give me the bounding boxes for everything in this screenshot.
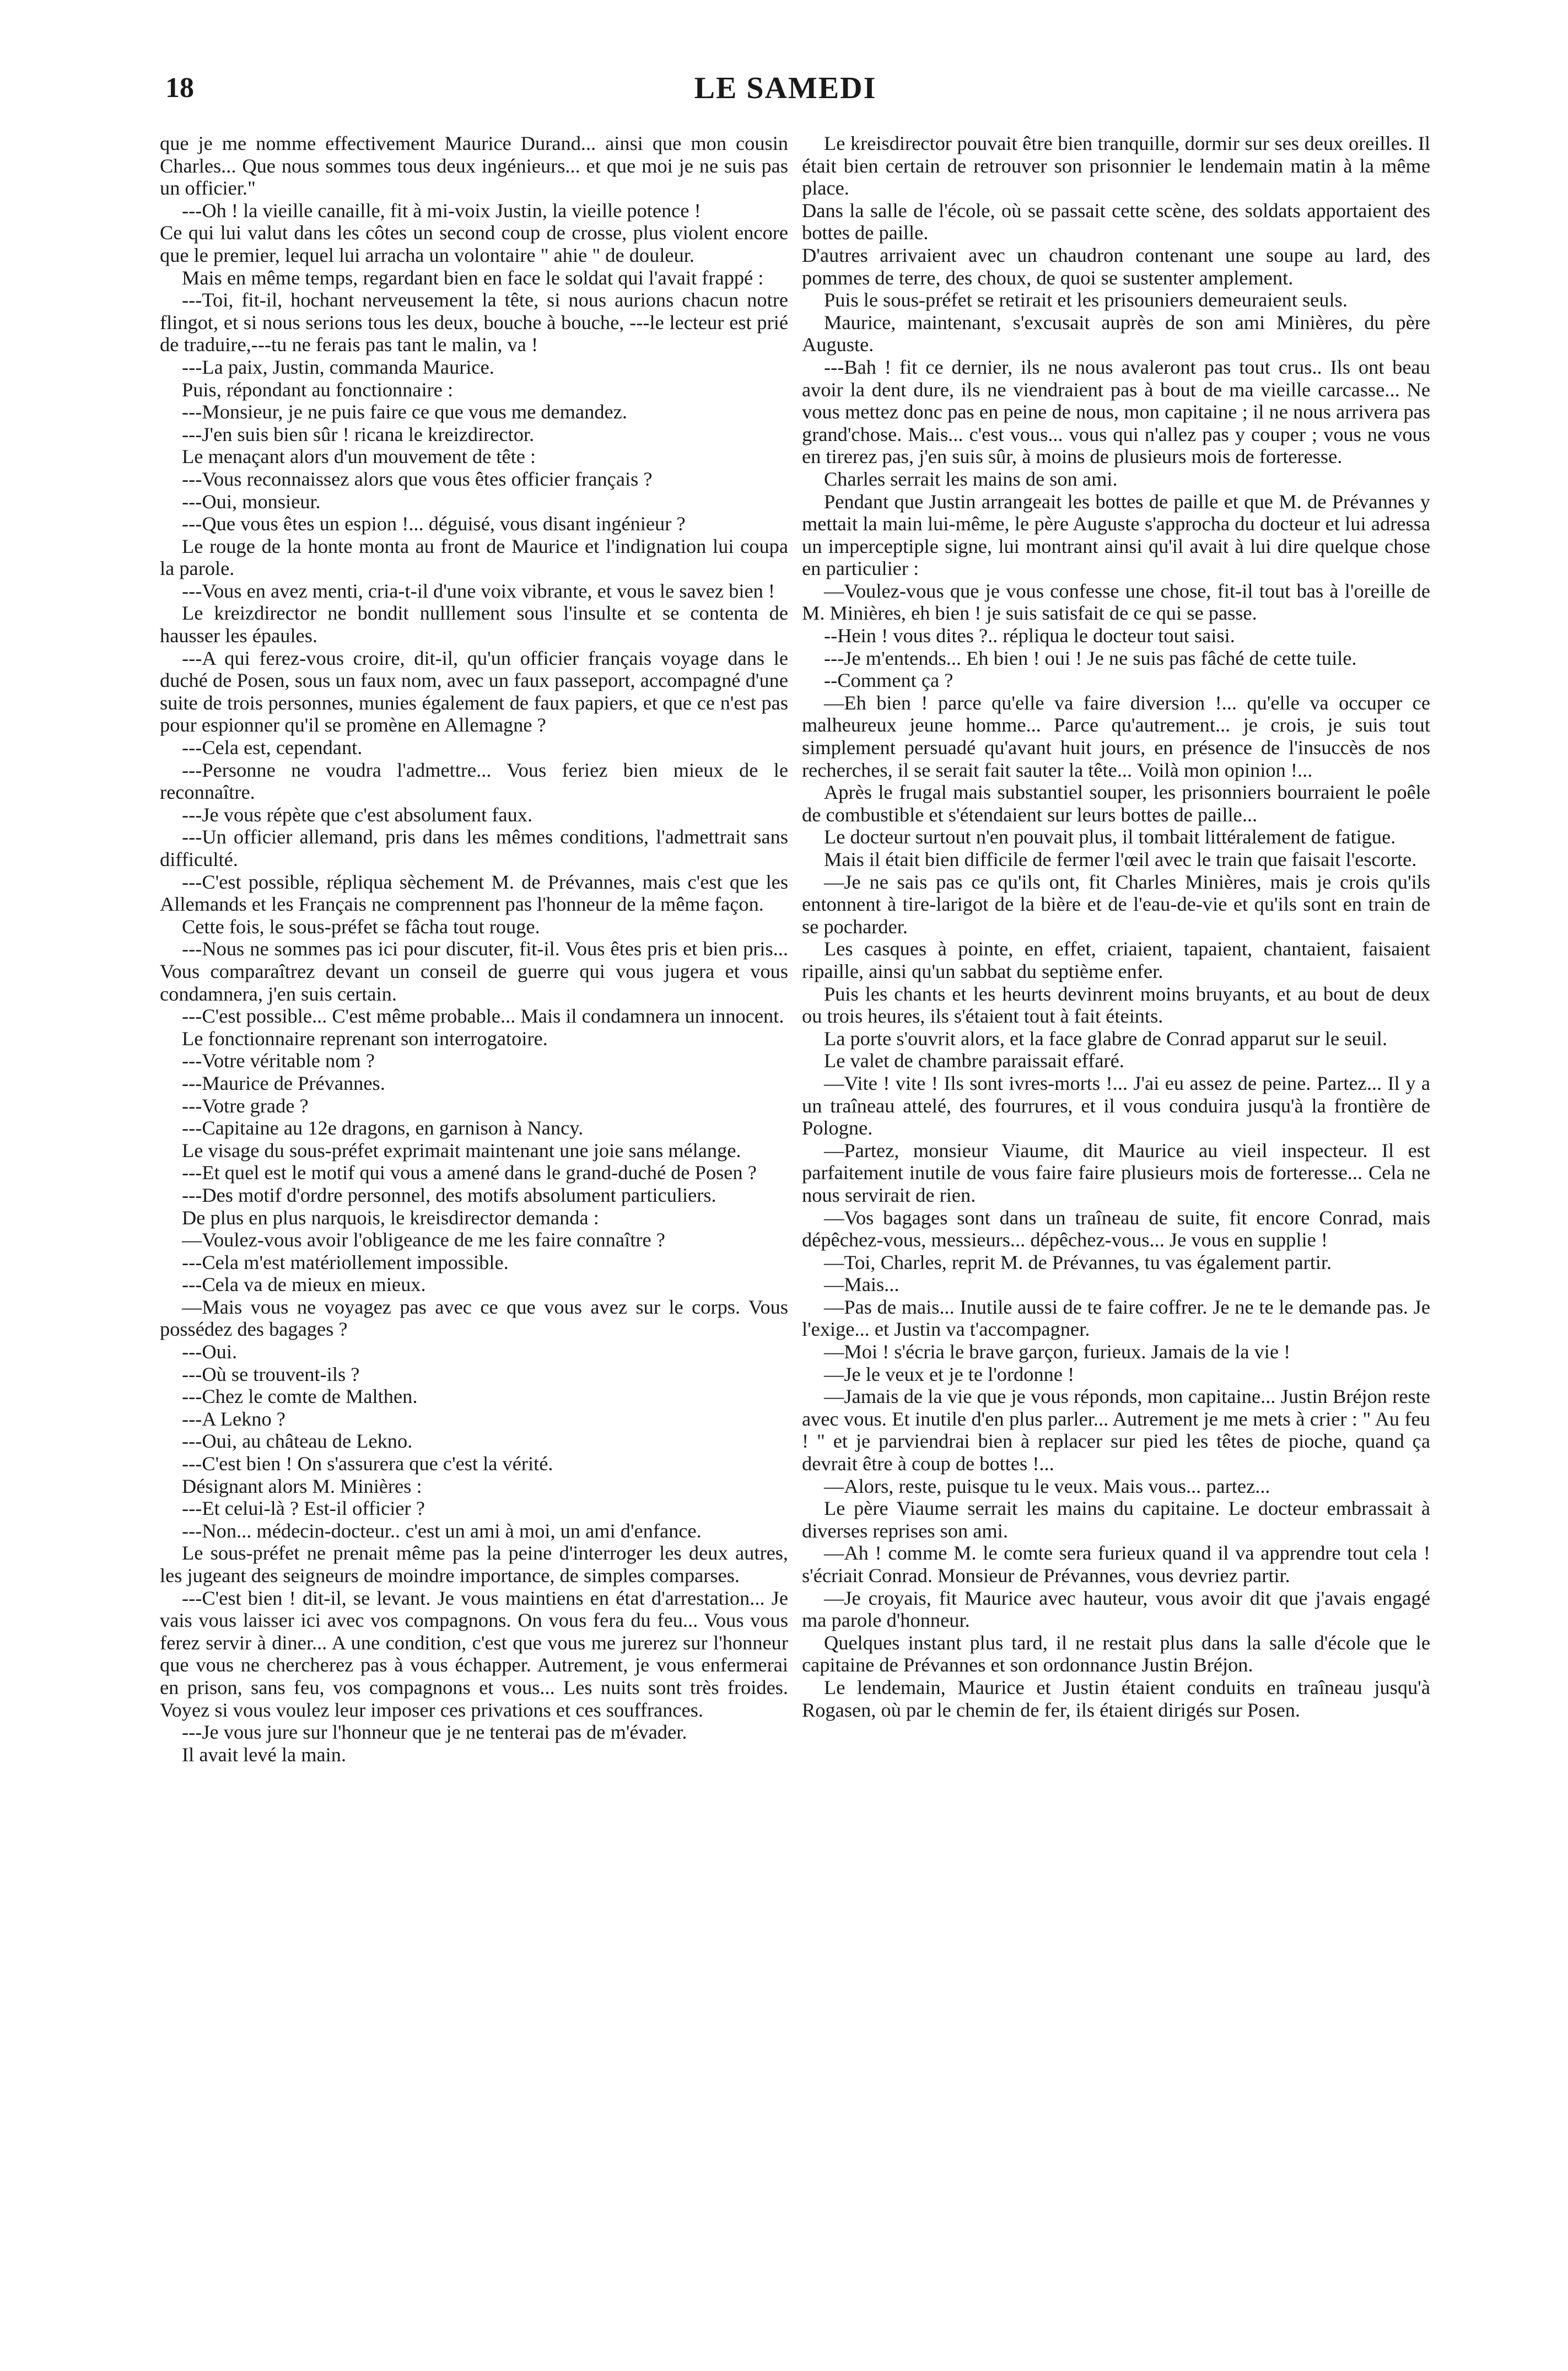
paragraph: Le docteur surtout n'en pouvait plus, il tombait littéralement de fatigue. [824,826,1396,848]
paragraph: Le kreizdirector ne bondit nulllement sous l'insulte et se contenta de hausser les épaules. [160,602,788,647]
paragraph: Maurice, maintenant, s'excusait auprès de son ami Minières, du père Auguste. [802,311,1430,356]
paragraph: ---Cela est, cependant. [182,736,363,759]
paragraph: Le rouge de la honte monta au front de Maurice et l'indignation lui coupa la parole. [160,535,788,580]
paragraph: ---Et celui-là ? Est-il officier ? [182,1497,425,1520]
paragraph: ---Je vous répète que c'est absolument faux. [182,803,533,826]
paragraph: Puis, répondant au fonctionnaire : [182,378,454,401]
paragraph: La porte s'ouvrit alors, et la face glabre de Conrad apparut sur le seuil. [824,1027,1388,1050]
paragraph: Puis le sous-préfet se retirait et les prisouniers demeuraient seuls. [824,289,1348,311]
paragraph: Dans la salle de l'école, où se passait cette scène, des soldats apportaient des bottes de paille. [802,199,1430,244]
paragraph: ---La paix, Justin, commanda Maurice. [182,356,494,378]
paragraph: ---Je m'entends... Eh bien ! oui ! Je ne suis pas fâché de cette tuile. [824,647,1357,669]
paragraph: —Vite ! vite ! Ils sont ivres-morts !... J'ai eu assez de peine. Partez... Il y a un traîneau attelé, des fourrures, et il vous conduira jusqu'à la frontière de Pologne. [802,1072,1430,1139]
paragraph: Cette fois, le sous-préfet se fâcha tout rouge. [182,915,540,938]
paragraph: ---Personne ne voudra l'admettre... Vous feriez bien mieux de le reconnaître. [160,759,788,804]
page-header [160,71,1411,109]
paragraph: Quelques instant plus tard, il ne restait plus dans la salle d'école que le capitaine de Prévannes et son ordonnance Justin Bréjon. [802,1631,1430,1676]
paragraph: D'autres arrivaient avec un chaudron contenant une soupe au lard, des pommes de terre, des choux, de quoi se sustenter amplement. [802,244,1430,289]
paragraph: Mais en même temps, regardant bien en face le soldat qui l'avait frappé : [182,266,764,289]
paragraph: Ce qui lui valut dans les côtes un second coup de crosse, plus violent encore que le premier, lequel lui arracha un volontaire " ahie " de douleur. [160,222,788,266]
right-text-column [802,132,1430,2244]
paragraph: ---C'est possible, répliqua sèchement M. de Prévannes, mais c'est que les Allemands et les Français ne comprennent pas l'honneur de la même façon. [160,870,788,916]
paragraph: ---A Lekno ? [182,1407,285,1430]
paragraph: ---Oui. [182,1341,238,1363]
paragraph: ---Un officier allemand, pris dans les mêmes conditions, l'admettrait sans difficulté. [160,826,788,870]
paragraph: —Je ne sais pas ce qu'ils ont, fit Charles Minières, mais je crois qu'ils entonnent à tire-larigot de la bière et de l'eau-de-vie et qu'ils sont en train de se pocharder. [802,870,1430,938]
paragraph: Le visage du sous-préfet exprimait maintenant une joie sans mélange. [182,1139,741,1162]
paragraph: ---C'est possible... C'est même probable... Mais il condamnera un innocent. [182,1005,784,1028]
paragraph: --Hein ! vous dites ?.. répliqua le docteur tout saisi. [824,625,1235,647]
paragraph: —Jamais de la vie que je vous réponds, mon capitaine... Justin Bréjon reste avec vous. Et inutile d'en plus parler... Autrement je me mets à crier : " Au feu ! " et je parviendrai bien à replacer sur pied les têtes de pioche, quand ça devrait être à coup de bottes !... [802,1385,1430,1475]
paragraph: Le lendemain, Maurice et Justin étaient conduits en traîneau jusqu'à Rogasen, où par le chemin de fer, ils étaient dirigés sur Posen. [802,1676,1430,1721]
paragraph: ---Chez le comte de Malthen. [182,1385,418,1408]
paragraph: ---Et quel est le motif qui vous a amené dans le grand-duché de Posen ? [182,1162,757,1184]
paragraph: ---J'en suis bien sûr ! ricana le kreizdirector. [182,423,535,445]
paragraph: —Je croyais, fit Maurice avec hauteur, vous avoir dit que j'avais engagé ma parole d'honneur. [802,1587,1430,1632]
paragraph: Le père Viaume serrait les mains du capitaine. Le docteur embrassait à diverses reprises son ami. [802,1497,1430,1542]
running-head-title: LE SAMEDI [694,71,877,105]
paragraph: Le kreisdirector pouvait être bien tranquille, dormir sur ses deux oreilles. Il était bien certain de retrouver son prisonnier le lendemain matin à la même place. [802,132,1430,200]
paragraph: ---C'est bien ! dit-il, se levant. Je vous maintiens en état d'arrestation... Je vais vous laisser ici avec vos compagnons. On vous fera du feu... Vous vous ferez servir à diner... A une condition, c'est que vous me jurerez sur l'honneur que vous ne chercherez pas à vous échapper. Autrement, je vous enfermerai en prison, sans feu, vos compagnons et vous... Les nuits sont très froides. Voyez si vous voulez leur imposer ces privations et ces souffrances. [160,1587,788,1721]
paragraph: —Mais... [824,1273,899,1296]
paragraph: ---Que vous êtes un espion !... déguisé, vous disant ingénieur ? [182,513,686,535]
paragraph: ---Capitaine au 12e dragons, en garnison à Nancy. [182,1117,584,1139]
paragraph: Il avait levé la main. [182,1743,347,1766]
paragraph: —Je le veux et je te l'ordonne ! [824,1363,1075,1385]
paragraph: —Alors, reste, puisque tu le veux. Mais vous... partez... [824,1475,1270,1497]
paragraph: --Comment ça ? [824,669,953,692]
paragraph: ---Monsieur, je ne puis faire ce que vous me demandez. [182,401,627,423]
paragraph: ---Vous en avez menti, cria-t-il d'une voix vibrante, et vous le savez bien ! [182,579,775,602]
paragraph: —Pas de mais... Inutile aussi de te faire coffrer. Je ne te le demande pas. Je l'exige... et Justin va t'accompagner. [802,1295,1430,1341]
paragraph: ---Toi, fit-il, hochant nerveusement la tête, si nous aurions chacun notre flingot, et si nous serions tous les deux, bouche à bouche, ---le lecteur est prié de traduire,---tu ne ferais pas tant le malin, va ! [160,289,788,356]
paragraph: Désignant alors M. Minières : [182,1475,422,1497]
paragraph: Puis les chants et les heurts devinrent moins bruyants, et au bout de deux ou trois heures, ils s'étaient tout à fait éteints. [802,982,1430,1028]
paragraph: ---Je vous jure sur l'honneur que je ne tenterai pas de m'évader. [182,1721,687,1744]
paragraph: ---C'est bien ! On s'assurera que c'est la vérité. [182,1453,553,1475]
paragraph: ---Non... médecin-docteur.. c'est un ami à moi, un ami d'enfance. [182,1519,702,1542]
paragraph: —Moi ! s'écria le brave garçon, furieux. Jamais de la vie ! [824,1341,1291,1363]
left-text-column [160,132,788,2244]
paragraph: ---Votre véritable nom ? [182,1050,375,1072]
paragraph: ---Votre grade ? [182,1094,309,1117]
paragraph: que je me nomme effectivement Maurice Durand... ainsi que mon cousin Charles... Que nous sommes tous deux ingénieurs... et que moi je ne suis pas un officier." [160,132,788,200]
paragraph: Les casques à pointe, en effet, criaient, tapaient, chantaient, faisaient ripaille, ainsi qu'un sabbat du septième enfer. [802,938,1430,982]
paragraph: De plus en plus narquois, le kreisdirector demanda : [182,1206,599,1229]
paragraph: —Mais vous ne voyagez pas avec ce que vous avez sur le corps. Vous possédez des bagages ? [160,1295,788,1341]
paragraph: ---Oui, monsieur. [182,490,321,513]
paragraph: —Ah ! comme M. le comte sera furieux quand il va apprendre tout cela ! s'écriait Conrad. Monsieur de Prévannes, vous devriez partir. [802,1542,1430,1587]
paragraph: Charles serrait les mains de son ami. [824,467,1118,490]
paragraph: ---A qui ferez-vous croire, dit-il, qu'un officier français voyage dans le duché de Posen, sous un faux nom, avec un faux passeport, accompagné d'une suite de trois personnes, munies également de faux papiers, et que ce n'est pas pour espionner qu'il se promène en Allemagne ? [160,647,788,736]
paragraph: Mais il était bien difficile de fermer l'œil avec le train que faisait l'escorte. [824,848,1417,870]
paragraph: Le valet de chambre paraissait effaré. [824,1050,1124,1072]
paragraph: ---Cela m'est matériollement impossible. [182,1251,509,1273]
paragraph: Après le frugal mais substantiel souper, les prisonniers bourraient le poêle de combustible et s'étendaient sur leurs bottes de paille... [802,781,1430,826]
paragraph: —Voulez-vous que je vous confesse une chose, fit-il tout bas à l'oreille de M. Minières, eh bien ! je suis satisfait de ce qui se passe. [802,579,1430,625]
paragraph: ---Cela va de mieux en mieux. [182,1273,426,1296]
paragraph: Pendant que Justin arrangeait les bottes de paille et que M. de Prévannes y mettait la main lui-même, le père Auguste s'approcha du docteur et lui adressa un imperceptiple signe, lui montrant ainsi qu'il avait à lui dire quelque chose en particulier : [802,490,1430,580]
paragraph: ---Des motif d'ordre personnel, des motifs absolument particuliers. [182,1184,716,1206]
paragraph: ---Oui, au château de Lekno. [182,1430,413,1453]
paragraph: —Voulez-vous avoir l'obligeance de me les faire connaître ? [182,1229,665,1251]
paragraph: Le sous-préfet ne prenait même pas la peine d'interroger les deux autres, les jugeant des seigneurs de moindre importance, de simples comparses. [160,1542,788,1587]
paragraph: —Toi, Charles, reprit M. de Prévannes, tu vas également partir. [824,1251,1332,1273]
paragraph: ---Vous reconnaissez alors que vous êtes officier français ? [182,467,653,490]
paragraph: —Vos bagages sont dans un traîneau de suite, fit encore Conrad, mais dépêchez-vous, messieurs... dépêchez-vous... Je vous en supplie ! [802,1206,1430,1251]
paragraph: ---Nous ne sommes pas ici pour discuter, fit-il. Vous êtes pris et bien pris... Vous comparaîtrez devant un conseil de guerre qui vous jugera et vous condamnera, j'en suis certain. [160,938,788,1005]
paragraph: ---Oh ! la vieille canaille, fit à mi-voix Justin, la vieille potence ! [182,199,701,222]
paragraph: Le fonctionnaire reprenant son interrogatoire. [182,1027,548,1050]
paragraph: ---Bah ! fit ce dernier, ils ne nous avaleront pas tout crus.. Ils ont beau avoir la dent dure, ils ne viendraient pas à bout de ma vieille carcasse... Ne vous mettez donc pas en peine de nous, mon capitaine ; il ne nous arrivera pas grand'chose. Mais... c'est vous... vous qui n'allez pas y couper ; vous ne vous en tirerez pas, j'en suis sûr, à moins de plusieurs mois de forteresse. [802,356,1430,468]
paragraph: —Partez, monsieur Viaume, dit Maurice au vieil inspecteur. Il est parfaitement inutile de vous faire faire plusieurs mois de forteresse... Cela ne nous servirait de rien. [802,1139,1430,1206]
paragraph: —Eh bien ! parce qu'elle va faire diversion !... qu'elle va occuper ce malheureux jeune homme... Parce qu'autrement... je crois, je suis tout simplement persuadé qu'avant huit jours, en présence de l'insuccès de nos recherches, il se serait fait sauter la tête... Voilà mon opinion !... [802,691,1430,781]
paragraph: ---Où se trouvent-ils ? [182,1363,360,1385]
paragraph: ---Maurice de Prévannes. [182,1072,385,1094]
page-number: 18 [165,72,194,104]
paragraph: Le menaçant alors d'un mouvement de tête : [182,445,536,468]
